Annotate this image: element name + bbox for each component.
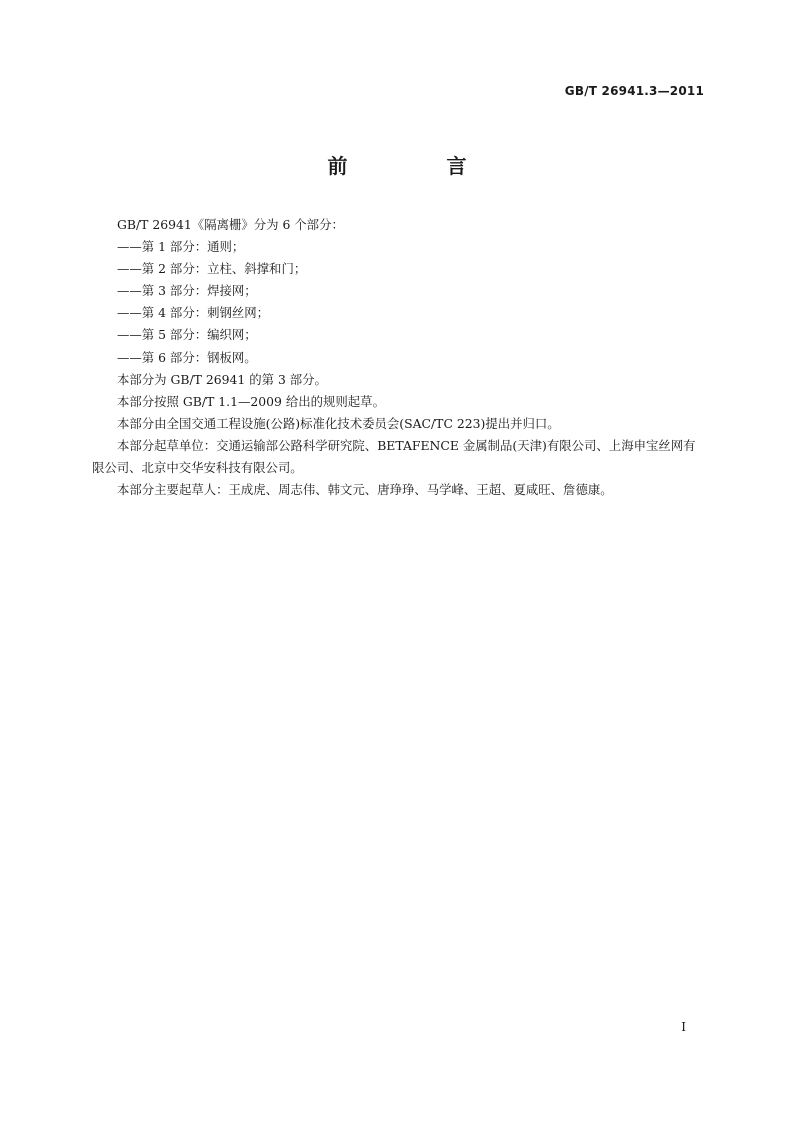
document-number: GB/T 26941.3—2011 xyxy=(564,84,704,98)
part-list-item: ——第 1 部分：通则； xyxy=(117,239,245,255)
drafting-units-paragraph: 本部分起草单位：交通运输部公路科学研究院、BETAFENCE 金属制品(天津)有限公司、上海申宝丝网有限公司、北京中交华安科技有限公司。 xyxy=(92,437,696,476)
scope-paragraph: 本部分为 GB/T 26941 的第 3 部分。 xyxy=(117,371,327,387)
part-list-item: ——第 4 部分：刺钢丝网； xyxy=(117,305,270,321)
drafters-paragraph: 本部分主要起草人：王成虎、周志伟、韩文元、唐琤琤、马学峰、王超、夏咸旺、詹德康。 xyxy=(117,482,613,498)
foreword-body xyxy=(92,214,704,501)
drafting-rules-paragraph: 本部分按照 GB/T 1.1—2009 给出的规则起草。 xyxy=(117,393,385,409)
page-number: I xyxy=(681,1020,686,1034)
part-list-item: ——第 3 部分：焊接网； xyxy=(117,283,257,299)
part-list-item: ——第 5 部分：编织网； xyxy=(117,327,257,343)
proposer-paragraph: 本部分由全国交通工程设施(公路)标准化技术委员会(SAC/TC 223)提出并归口。 xyxy=(117,415,560,431)
part-list-item: ——第 6 部分：钢板网。 xyxy=(117,349,257,365)
part-list-item: ——第 2 部分：立柱、斜撑和门； xyxy=(117,261,307,277)
intro-paragraph: GB/T 26941《隔离栅》分为 6 个部分： xyxy=(117,217,344,232)
page-title: 前 言 xyxy=(327,154,513,178)
